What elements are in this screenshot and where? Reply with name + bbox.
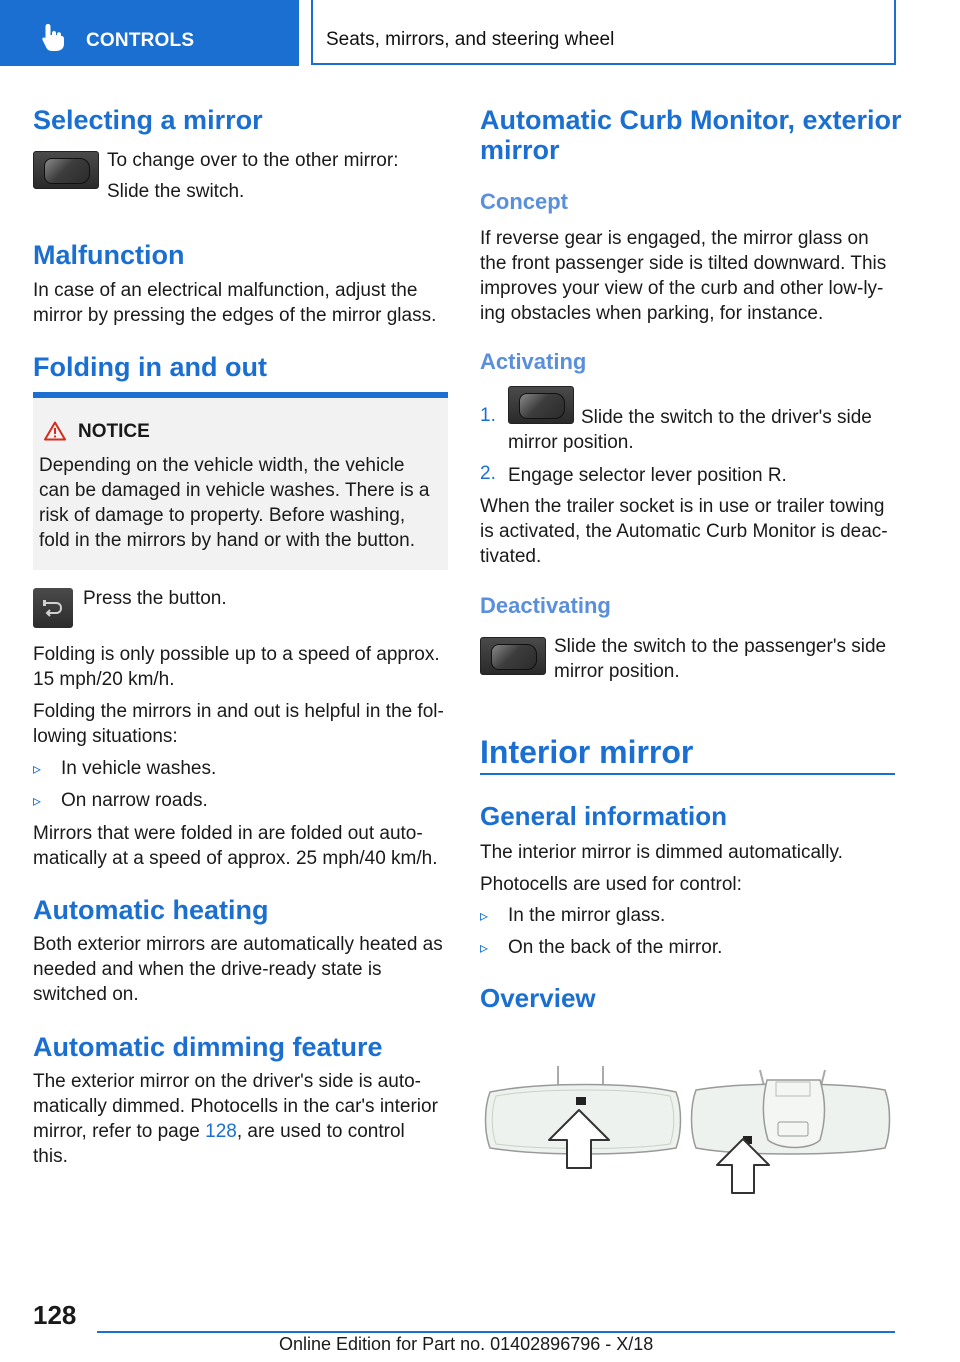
folding-p3-2: matically at a speed of approx. 25 mph/40 km/h. — [33, 848, 438, 869]
notice-title: NOTICE — [78, 421, 150, 442]
heading-curb-monitor-2: mirror — [480, 135, 560, 165]
chapter-tab[interactable] — [0, 0, 299, 66]
heating-text-2: needed and when the drive-ready state is — [33, 959, 382, 980]
concept-text-3: improves your view of the curb and other low-ly- — [480, 278, 884, 299]
heading-deactivating: Deactivating — [480, 593, 611, 618]
concept-text-4: ing obstacles when parking, for instance. — [480, 303, 824, 324]
general-bullet-2: On the back of the mirror. — [508, 937, 723, 958]
heading-folding: Folding in and out — [33, 352, 267, 382]
heading-heating: Automatic heating — [33, 895, 269, 925]
step-2-text: Engage selector lever position R. — [508, 465, 787, 486]
heading-concept: Concept — [480, 189, 568, 214]
step-1-text-2: mirror position. — [508, 432, 634, 453]
notice-text-4: fold in the mirrors by hand or with the button. — [39, 530, 415, 551]
footer-divider — [97, 1331, 895, 1333]
arrow-up-icon — [545, 1108, 613, 1170]
notice-text-1: Depending on the vehicle width, the vehicle — [39, 455, 405, 476]
chapter-label: CONTROLS — [86, 30, 195, 51]
mirror-switch-icon — [480, 637, 546, 675]
bullet-marker: ▹ — [480, 940, 489, 957]
activating-note-2: is activated, the Automatic Curb Monitor is deac- — [480, 521, 888, 542]
concept-text-2: the front passenger side is tilted downward. This — [480, 253, 887, 274]
heading-general-information: General information — [480, 801, 728, 831]
deactivating-text-1: Slide the switch to the passenger's side — [554, 636, 887, 657]
heading-activating: Activating — [480, 349, 587, 374]
bullet-marker: ▹ — [33, 793, 42, 810]
page-reference-link[interactable]: 128 — [205, 1121, 237, 1142]
notice-text-2: can be damaged in vehicle washes. There is a — [39, 480, 430, 501]
page-number: 128 — [33, 1300, 77, 1330]
heading-malfunction: Malfunction — [33, 240, 185, 270]
dimming-text-3-post: , are used to control — [236, 1121, 405, 1142]
malfunction-text-1: In case of an electrical malfunction, adjust the — [33, 280, 418, 301]
bullet-marker: ▹ — [480, 908, 489, 925]
folding-p2-1: Folding the mirrors in and out is helpful in the fol- — [33, 701, 444, 722]
heading-dimming: Automatic dimming feature — [33, 1032, 383, 1062]
folding-p1-1: Folding is only possible up to a speed of approx. — [33, 644, 440, 665]
folding-p1-2: 15 mph/20 km/h. — [33, 669, 175, 690]
general-text-1: The interior mirror is dimmed automatically. — [480, 842, 843, 863]
folding-bullet-2: On narrow roads. — [61, 790, 208, 811]
general-bullet-1: In the mirror glass. — [508, 905, 666, 926]
folding-bullet-1: In vehicle washes. — [61, 758, 217, 779]
step-number-2: 2. — [480, 463, 496, 484]
dimming-text-1: The exterior mirror on the driver's side is auto- — [33, 1071, 421, 1092]
activating-note-1: When the trailer socket is in use or trailer towing — [480, 496, 885, 517]
folding-p3-1: Mirrors that were folded in are folded out auto- — [33, 823, 423, 844]
folding-p2-2: lowing situations: — [33, 726, 178, 747]
selecting-text-1: To change over to the other mirror: — [107, 150, 399, 171]
dimming-text-3-pre: mirror, refer to page — [33, 1121, 206, 1142]
hand-pointer-icon — [40, 22, 66, 52]
dimming-text-4: this. — [33, 1146, 68, 1167]
concept-text-1: If reverse gear is engaged, the mirror glass on — [480, 228, 869, 249]
selecting-text-2: Slide the switch. — [107, 181, 245, 202]
step-1-text-1: Slide the switch to the driver's side — [581, 407, 872, 428]
deactivating-text-2: mirror position. — [554, 661, 680, 682]
malfunction-text-2: mirror by pressing the edges of the mirror glass. — [33, 305, 437, 326]
fold-mirror-button-icon — [33, 588, 73, 628]
heating-text-1: Both exterior mirrors are automatically heated as — [33, 934, 443, 955]
notice-box — [33, 398, 448, 570]
heading-selecting-mirror: Selecting a mirror — [33, 105, 263, 135]
notice-text-3: risk of damage to property. Before washing, — [39, 505, 406, 526]
mirror-switch-icon — [33, 151, 99, 189]
heading-overview: Overview — [480, 983, 596, 1013]
bullet-marker: ▹ — [33, 761, 42, 778]
section-header — [311, 0, 896, 65]
activating-note-3: tivated. — [480, 546, 542, 567]
heating-text-3: switched on. — [33, 984, 139, 1005]
dimming-text-2: matically dimmed. Photocells in the car's interior — [33, 1096, 438, 1117]
press-button-text: Press the button. — [83, 588, 227, 609]
step-number-1: 1. — [480, 405, 496, 426]
general-text-2: Photocells are used for control: — [480, 874, 742, 895]
heading-interior-mirror: Interior mirror — [480, 734, 694, 770]
arrow-up-icon — [715, 1137, 771, 1195]
edition-text: Online Edition for Part no. 01402896796 - X/18 — [279, 1334, 654, 1354]
interior-mirror-illustration — [480, 1060, 895, 1205]
section-divider — [480, 773, 895, 775]
heading-curb-monitor-1: Automatic Curb Monitor, exterior — [480, 105, 902, 135]
mirror-switch-icon — [508, 386, 574, 424]
section-title: Seats, mirrors, and steering wheel — [326, 29, 615, 50]
dimming-text-3 — [33, 1119, 405, 1144]
warning-triangle-icon — [44, 421, 66, 441]
